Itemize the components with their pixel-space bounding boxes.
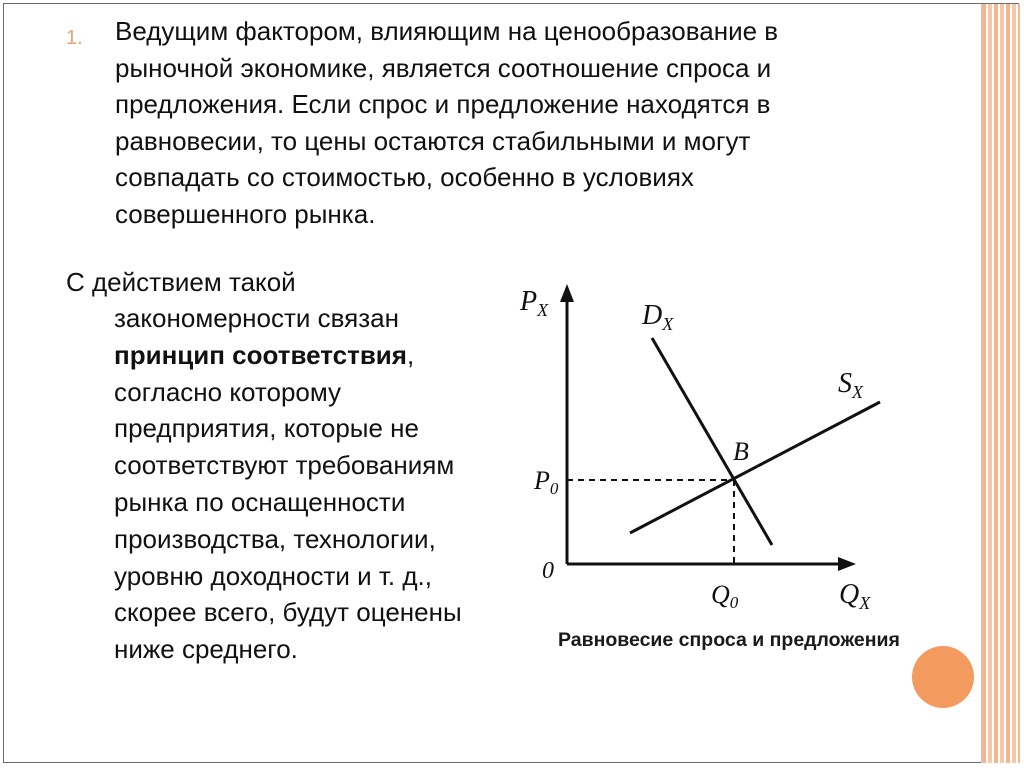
supply-label-sub: X: [852, 382, 863, 402]
x-axis-arrow-icon: [838, 557, 856, 571]
decorative-stripes: [981, 4, 1020, 763]
demand-label: [641, 300, 674, 334]
diagram-caption: Равновесие спроса и предложения: [558, 629, 900, 651]
y-axis-label-sub: X: [537, 300, 549, 320]
y-axis-label: [519, 286, 549, 320]
paragraph-rest: согласно которому предприятия, которые не соответствуют требованиям рынка по оснащенности производства, технологии, уровню доходности и т. д., скорее всего, будут оценены ниже среднего.: [114, 376, 462, 665]
y-axis-arrow-icon: [560, 284, 574, 302]
paragraph-body: [114, 300, 509, 668]
demand-curve: [652, 338, 772, 545]
price-label-sub: 0: [549, 479, 559, 498]
paragraph-first-line: С действием такой: [66, 267, 296, 297]
paragraph-lead: закономерности связан: [114, 303, 399, 333]
quantity-label-main: Q: [711, 580, 730, 609]
supply-label-main: S: [838, 368, 852, 399]
supply-label: [838, 368, 864, 402]
point-text: Ведущим фактором, влияющим на ценообразование в рыночной экономике, является соотношение спроса и предложения. Если спрос и предложение находятся в равновесии, то цены остаются стабильными и могут совпадать со стоимостью, особенно в условиях совершенного рынка.: [115, 16, 779, 229]
price-label: [533, 466, 559, 498]
y-axis-label-main: P: [520, 286, 538, 317]
demand-label-main: D: [642, 300, 663, 331]
quantity-label-sub: 0: [729, 593, 739, 612]
price-label-main: P: [534, 466, 550, 495]
paragraph-bold-term: принцип соответствия: [114, 339, 407, 370]
origin-label: 0: [542, 558, 554, 584]
equilibrium-label: B: [733, 437, 749, 466]
x-axis-label-sub: X: [859, 593, 871, 613]
supply-demand-diagram: [510, 268, 980, 668]
x-axis-label: [839, 579, 871, 613]
quantity-label: [711, 580, 739, 612]
demand-label-sub: X: [662, 314, 674, 334]
x-axis-label-main: Q: [839, 579, 860, 610]
list-number: 1.: [66, 27, 83, 49]
paragraph-comma: ,: [406, 339, 415, 370]
